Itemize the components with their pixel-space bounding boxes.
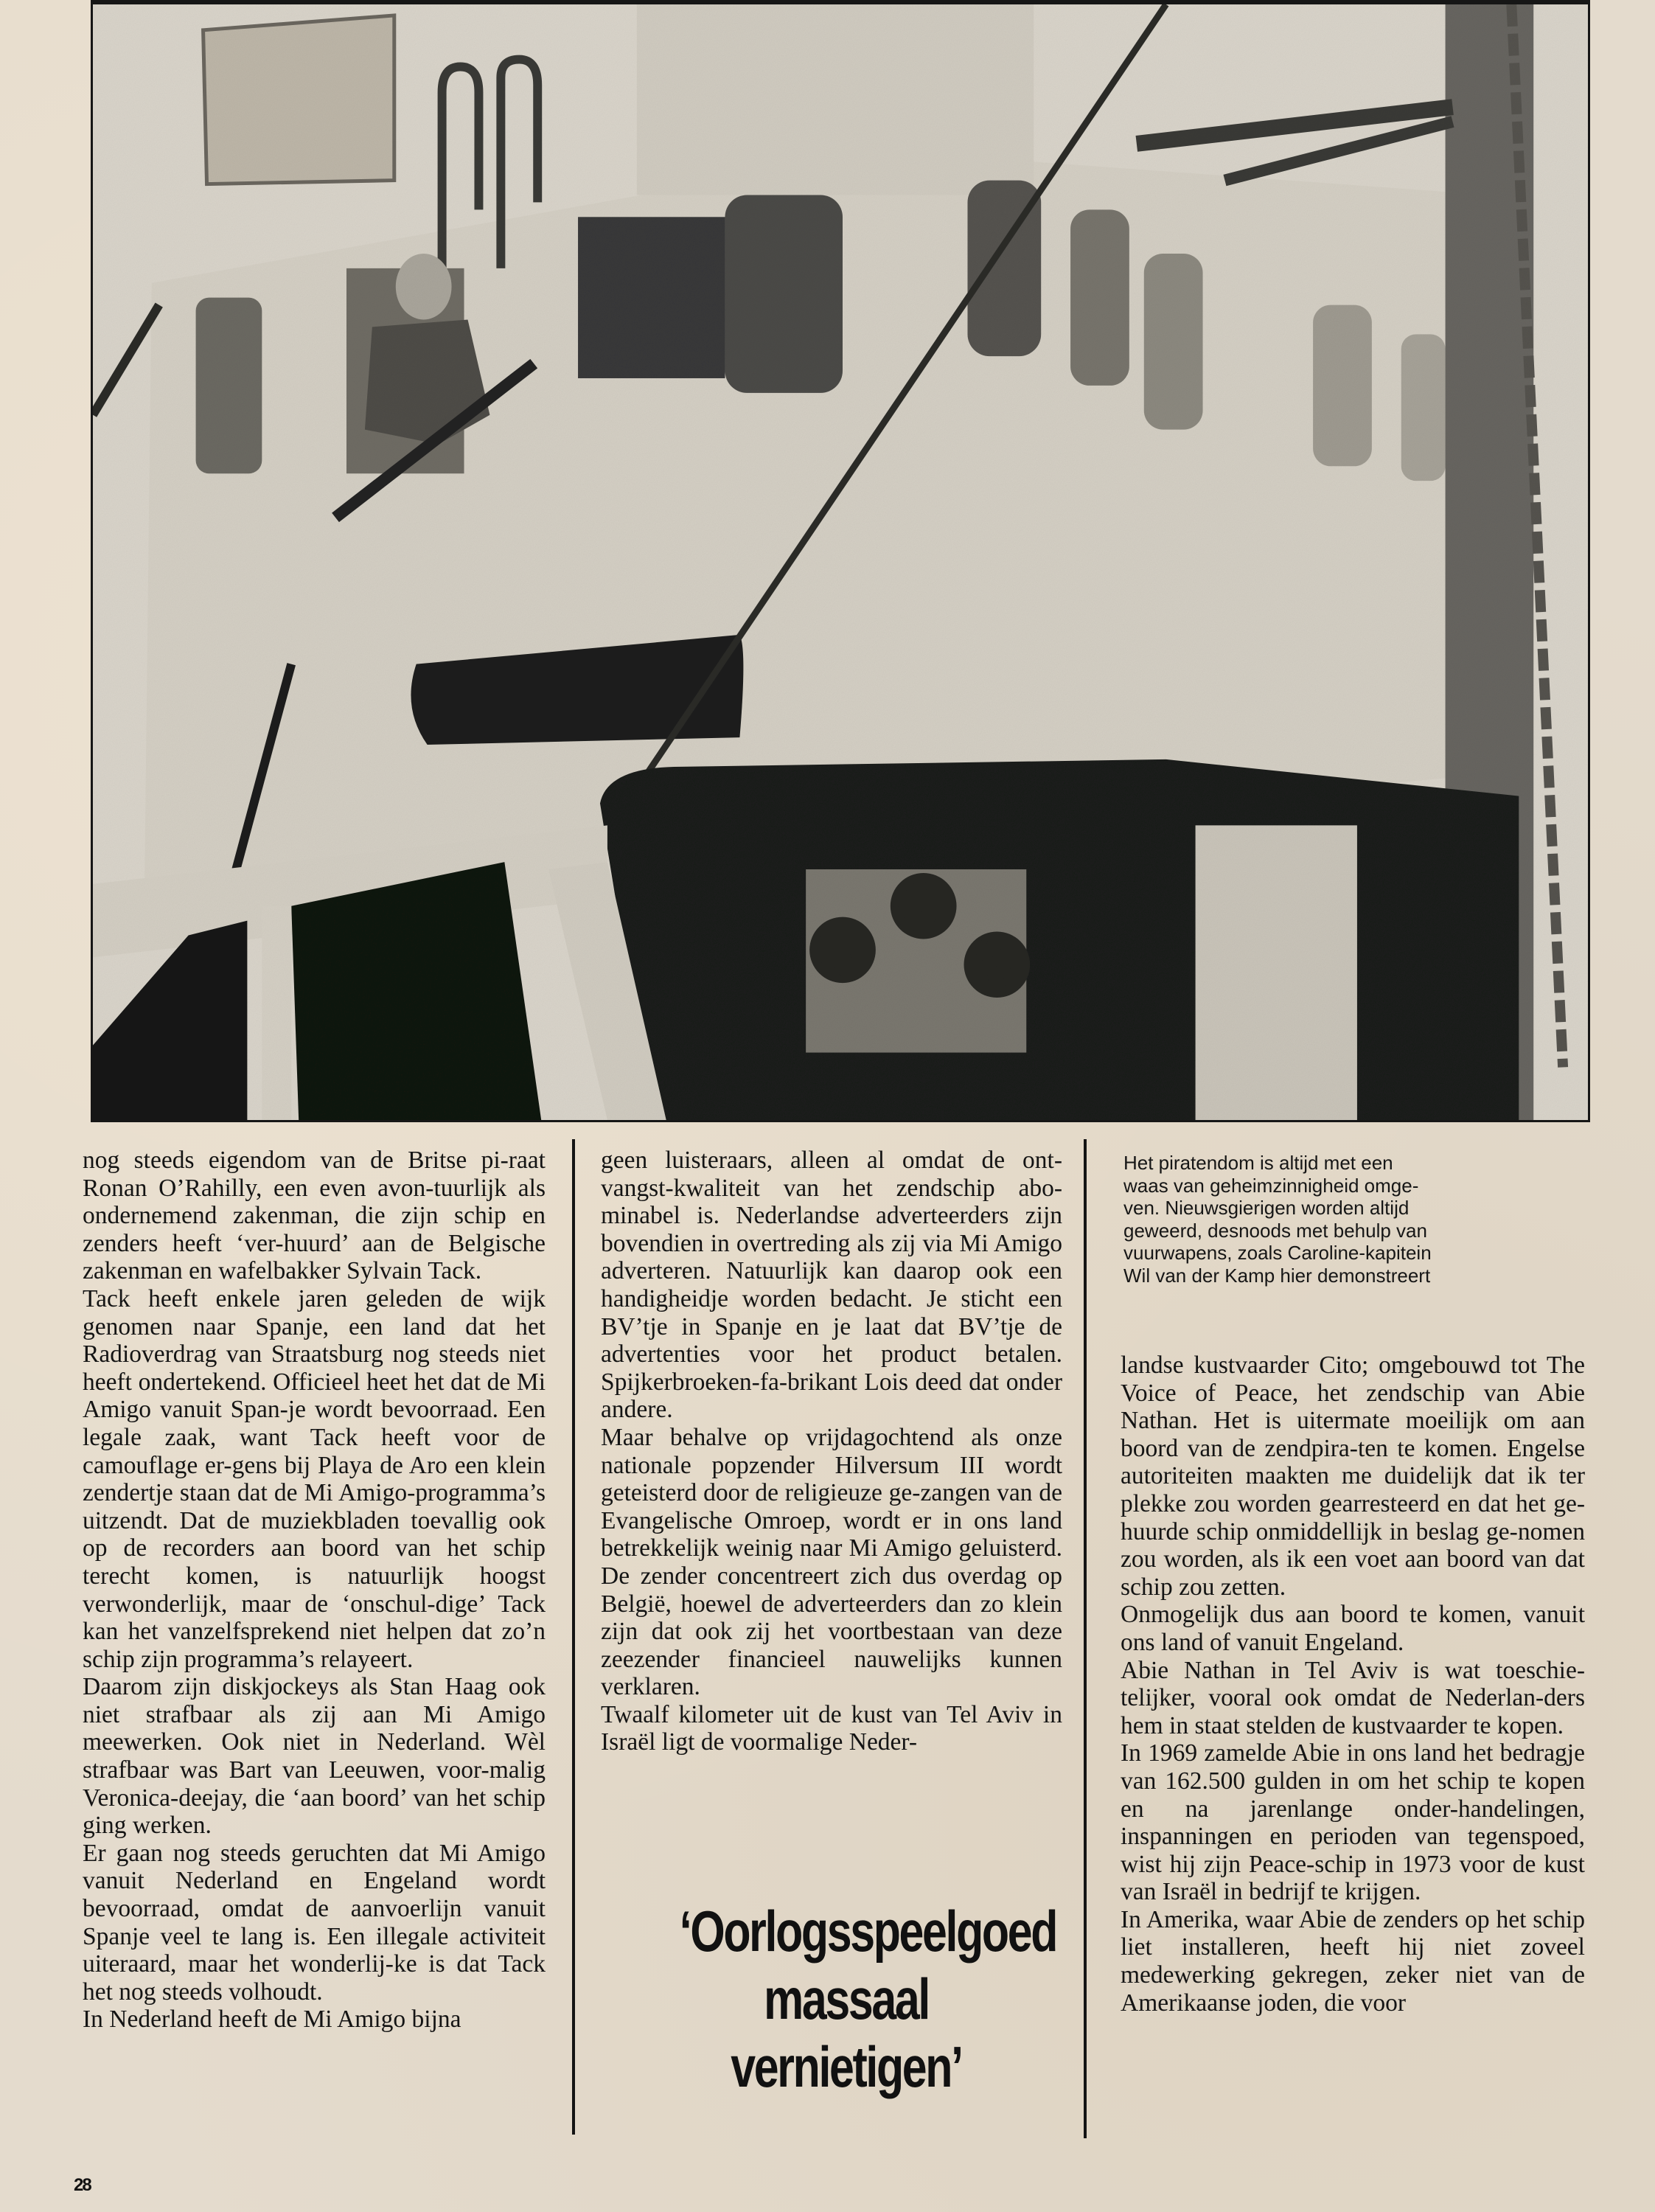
paragraph: Tack heeft enkele jaren geleden de wijk genomen naar Spanje, een land dat het Radioverdrag van Straatsburg nog steeds niet heeft ondertekend. Officieel heet het dat de Mi Amigo vanuit Span-je wordt bevoorraad. Een legale zaak, want Tack heeft voor de camouflage er-gens bij Playa de Aro een klein zendertje staan dat de Mi Amigo-programma’s uitzendt. Dat de muziekbladen toevallig ook op de recorders aan boord van het schip terecht komen, is natuurlijk hoogst verwonderlijk, maar de ‘onschul-dige’ Tack kan het vanzelfsprekend niet helpen dat zo’n schip zijn programma’s relayeert.: [83, 1284, 546, 1673]
caption-line: Wil van der Kamp hier demonstreert: [1123, 1264, 1431, 1287]
paragraph: In 1969 zamelde Abie in ons land het bedragje van 162.500 gulden in om het schip te kopen en na jarenlange onder-handelingen, inspanningen en perioden van tegenspoed, wist hij zijn Peace-schip in 1973 voor de kust van Israël in bedrijf te krijgen.: [1121, 1739, 1585, 1906]
caption-line: Het piratendom is altijd met een: [1123, 1152, 1393, 1174]
article-column-2: [601, 1147, 1062, 1756]
caption-line: geweerd, desnoods met behulp van: [1123, 1219, 1427, 1242]
article-photo: [91, 0, 1590, 1122]
column-divider: [572, 1139, 575, 2135]
page-number: 28: [74, 2175, 91, 2195]
ship-wheelhouse-illustration: [93, 4, 1588, 1120]
pull-quote-line: ‘Oorlogsspeelgoed: [679, 1899, 1057, 1964]
paragraph: Twaalf kilometer uit de kust van Tel Aviv in Israël ligt de voormalige Neder-: [601, 1700, 1062, 1756]
paragraph: Abie Nathan in Tel Aviv is wat toeschie-telijker, vooral ook omdat de Nederlan-ders hem in staat stelden de kustvaarder te kopen.: [1121, 1656, 1585, 1739]
paragraph: In Nederland heeft de Mi Amigo bijna: [83, 2006, 461, 2034]
pull-quote: [679, 1897, 1057, 2101]
caption-line: vuurwapens, zoals Caroline-kapitein: [1123, 1242, 1432, 1264]
photo-caption: [1123, 1152, 1536, 1287]
paragraph: Onmogelijk dus aan boord te komen, vanuit ons land of vanuit Engeland.: [1121, 1601, 1585, 1656]
pull-quote-line: massaal: [764, 1966, 929, 2031]
paragraph: geen luisteraars, alleen al omdat de ont-vangst-kwaliteit van het zendschip abo-minabel is. Nederlandse adverteerders zijn bovendien in overtreding als zij via Mi Amigo adverteren. Natuurlijk kan daarop ook een handigheidje worden bedacht. Je sticht een BV’tje in Spanje en je laat dat BV’tje de advertenties voor het product betalen. Spijkerbroeken-fa-brikant Lois deed dat onder andere.: [601, 1147, 1062, 1424]
paragraph: In Amerika, waar Abie de zenders op het schip liet installeren, heeft hij niet zoveel medewerking gekregen, zeker niet van de Amerikaanse joden, die voor: [1121, 1905, 1585, 2017]
paragraph: landse kustvaarder Cito; omgebouwd tot The Voice of Peace, het zendschip van Abie Nathan. Het is uitermate moeilijk om aan boord van de zendpira-ten te komen. Engelse autoriteiten maakten me duidelijk dat ik ter plekke zou worden gearresteerd en dat het ge-huurde schip onmiddellijk in beslag ge-nomen zou worden, als ik een voet aan boord van dat schip zou zetten.: [1121, 1352, 1585, 1601]
pull-quote-line: vernietigen’: [731, 2034, 962, 2099]
paragraph: Daarom zijn diskjockeys als Stan Haag ook niet strafbaar als zij aan Mi Amigo meewerken. Ook niet in Nederland. Wèl strafbaar was Bart van Leeuwen, voor-malig Veronica-deejay, die ‘aan boord’ van het schip ging werken.: [83, 1673, 546, 1840]
column-divider: [1084, 1139, 1087, 2138]
paragraph: Maar behalve op vrijdagochtend als onze nationale popzender Hilversum III wordt geteisterd door de religieuze ge-zangen van de Evangelische Omroep, wordt er in ons land betrekkelijk weinig naar Mi Amigo geluisterd. De zender concentreert zich dus overdag op België, hoewel de adverteerders dan zo klein zijn dat ook zij het voortbestaan van deze zeezender financieel nauwelijks kunnen verklaren.: [601, 1423, 1062, 1701]
paragraph: Er gaan nog steeds geruchten dat Mi Amigo vanuit Nederland en Engeland wordt bevoorraad, omdat de aanvoerlijn vanuit Spanje veel te lang is. Een illegale activiteit uiteraard, maar het wonderlij-ke is dat Tack het nog steeds volhoudt.: [83, 1839, 546, 2006]
article-column-3: [1121, 1352, 1585, 2017]
caption-line: ven. Nieuwsgierigen worden altijd: [1123, 1197, 1410, 1219]
caption-line: waas van geheimzinnigheid omge-: [1123, 1174, 1419, 1197]
article-column-1: [83, 1147, 546, 2034]
paragraph: nog steeds eigendom van de Britse pi-raat Ronan O’Rahilly, een even avon-tuurlijk als ondernemend zakenman, die zijn schip en zenders heeft ‘ver-huurd’ aan de Belgische zakenman en wafelbakker Sylvain Tack.: [83, 1147, 546, 1285]
